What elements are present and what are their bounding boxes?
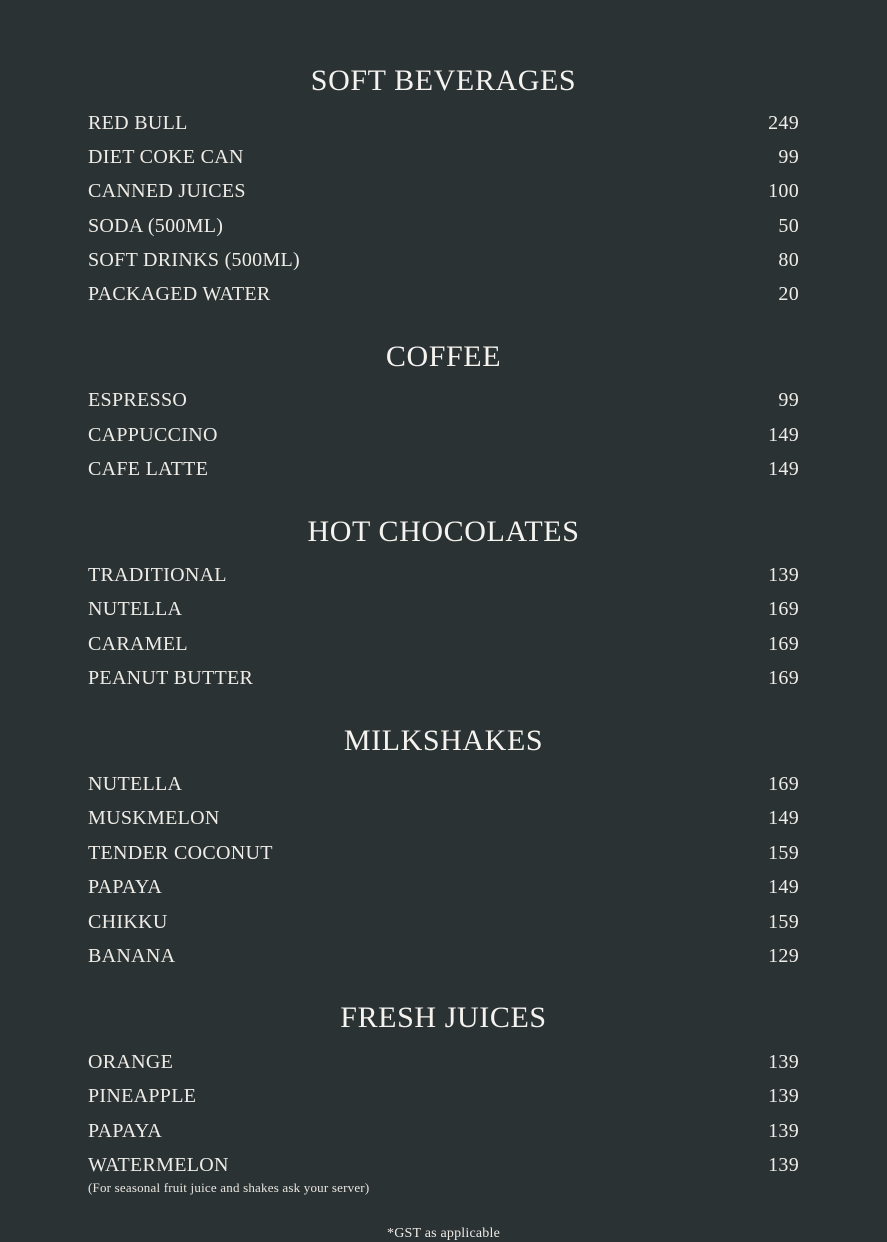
menu-item-name: WATERMELON — [88, 1154, 229, 1177]
menu-item — [88, 905, 799, 939]
menu-item — [88, 418, 799, 452]
menu-item-price: 159 — [768, 841, 799, 864]
menu-item-list — [88, 383, 799, 486]
section-spacer — [88, 973, 799, 999]
menu-item-name: PAPAYA — [88, 1119, 163, 1142]
section-title: HOT CHOCOLATES — [307, 514, 580, 548]
menu-item-name: CAFE LATTE — [88, 458, 209, 481]
menu-item-price: 20 — [778, 283, 799, 306]
menu-item-name: NUTELLA — [88, 773, 183, 796]
menu-item-name: MUSKMELON — [88, 807, 220, 830]
menu-item-name: PACKAGED WATER — [88, 283, 271, 306]
menu-item-price: 139 — [768, 1154, 799, 1177]
menu-item-name: RED BULL — [88, 111, 188, 134]
menu-section-coffee — [88, 338, 799, 487]
menu-item — [88, 106, 799, 140]
menu-item-price: 99 — [778, 145, 799, 168]
menu-item-name: SOFT DRINKS (500ML) — [88, 249, 301, 272]
menu-item-price: 159 — [768, 910, 799, 933]
menu-item — [88, 452, 799, 486]
menu-item — [88, 558, 799, 592]
menu-item — [88, 801, 799, 835]
menu-item-list — [88, 1045, 799, 1183]
menu-item-price: 169 — [768, 598, 799, 621]
section-title: MILKSHAKES — [343, 723, 544, 757]
menu-item — [88, 836, 799, 870]
menu-item — [88, 209, 799, 243]
menu-item-name: BANANA — [88, 945, 176, 968]
menu-item-name: SODA (500ML) — [88, 214, 224, 237]
menu-item-name: CAPPUCCINO — [88, 423, 218, 446]
menu-item-price: 149 — [768, 807, 799, 830]
section-title: FRESH JUICES — [340, 1001, 547, 1035]
menu-item-list — [88, 558, 799, 696]
menu-item-price: 249 — [768, 111, 799, 134]
menu-item-name: NUTELLA — [88, 598, 183, 621]
menu-item-price: 50 — [778, 214, 799, 237]
menu-item — [88, 140, 799, 174]
menu-item-price: 139 — [768, 1119, 799, 1142]
menu-item-price: 139 — [768, 1085, 799, 1108]
menu-item-price: 169 — [768, 632, 799, 655]
menu-item-name: PEANUT BUTTER — [88, 667, 254, 690]
menu-item-price: 100 — [768, 180, 799, 203]
menu-item — [88, 383, 799, 417]
seasonal-note: (For seasonal fruit juice and shakes ask your server) — [88, 1180, 370, 1196]
menu-item-price: 99 — [778, 389, 799, 412]
menu-item-price: 149 — [768, 876, 799, 899]
menu-item — [88, 767, 799, 801]
menu-item-price: 149 — [768, 458, 799, 481]
menu-item — [88, 174, 799, 208]
menu-item-price: 139 — [768, 564, 799, 587]
menu-item-name: PAPAYA — [88, 876, 163, 899]
menu-item-list — [88, 106, 799, 312]
menu-item-name: ESPRESSO — [88, 389, 188, 412]
menu-item — [88, 243, 799, 277]
section-title: COFFEE — [385, 339, 502, 373]
menu-item-name: CHIKKU — [88, 910, 168, 933]
menu-section-hot-chocolates — [88, 513, 799, 696]
menu-item-name: CANNED JUICES — [88, 180, 246, 203]
menu-item — [88, 1045, 799, 1079]
menu-item-name: TRADITIONAL — [88, 564, 227, 587]
menu-item-name: DIET COKE CAN — [88, 145, 244, 168]
menu-item — [88, 1148, 799, 1182]
menu-item-list — [88, 767, 799, 973]
gst-footnote: *GST as applicable — [387, 1226, 500, 1242]
menu-item — [88, 1079, 799, 1113]
menu-item — [88, 277, 799, 311]
menu-item-price: 139 — [768, 1050, 799, 1073]
menu-item — [88, 870, 799, 904]
menu-item — [88, 592, 799, 626]
section-spacer — [88, 312, 799, 338]
section-spacer — [88, 696, 799, 722]
menu-item — [88, 939, 799, 973]
section-title: SOFT BEVERAGES — [310, 64, 577, 97]
menu-item-name: TENDER COCONUT — [88, 841, 273, 864]
section-spacer — [88, 487, 799, 513]
menu-item — [88, 627, 799, 661]
menu-section-soft-beverages — [88, 62, 799, 312]
menu-item-price: 149 — [768, 423, 799, 446]
menu-item-price: 169 — [768, 667, 799, 690]
menu-item-price: 169 — [768, 773, 799, 796]
menu-item-price: 129 — [768, 945, 799, 968]
menu-item-name: CARAMEL — [88, 632, 188, 655]
menu-item — [88, 1114, 799, 1148]
menu-section-milkshakes — [88, 722, 799, 974]
menu-item — [88, 661, 799, 695]
menu-section-fresh-juices — [88, 999, 799, 1196]
menu-item-price: 80 — [778, 249, 799, 272]
menu-item-name: PINEAPPLE — [88, 1085, 197, 1108]
menu-item-name: ORANGE — [88, 1050, 174, 1073]
